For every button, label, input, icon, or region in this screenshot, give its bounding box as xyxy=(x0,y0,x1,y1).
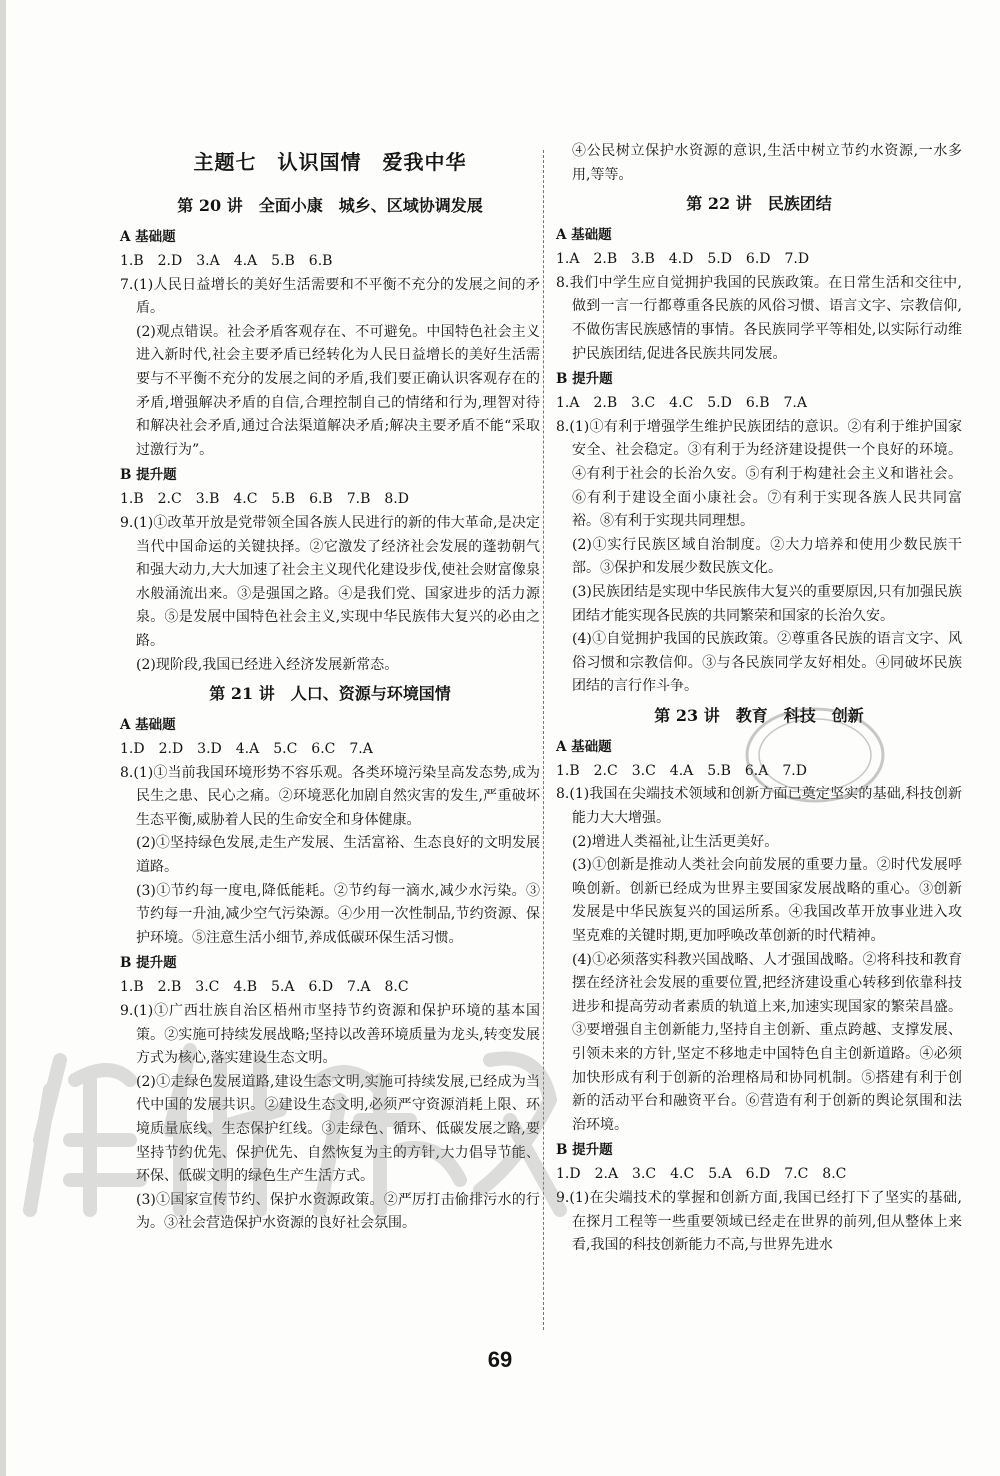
lecture-21-q9-1: 9.(1)①广西壮族自治区梧州市坚持节约资源和保护环境的基本国策。②实施可持续发展战略;坚持以改善环境质量为龙头,转变发展方式为核心,落实建设生态文明。 xyxy=(120,1003,540,1067)
lecture-22-advanced-answers: 1.A 2.B 3.C 4.C 5.D 6.B 7.A xyxy=(556,395,807,412)
lecture-21-basic-answers: 1.D 2.D 3.D 4.A 5.C 6.C 7.A xyxy=(120,741,373,758)
lecture-20-q7-1: 7.(1)人民日益增长的美好生活需要和不平衡不充分的发展之间的矛盾。 xyxy=(120,276,540,317)
lecture-23-advanced-answers: 1.D 2.A 3.C 4.C 5.A 6.D 7.C 8.C xyxy=(556,1166,847,1183)
lecture-23-q8-2: (2)增进人类福祉,让生活更美好。 xyxy=(572,833,779,850)
lecture-21-q9-2: (2)①走绿色发展道路,建设生态文明,实施可持续发展,已经成为当代中国的发展共识。②建设生态文明,必须严守资源消耗上限、环境质量底线、生态保护红线。③走绿色、循环、低碳发展之路,要坚持节约优先、保护优先、自然恢复为主的方针,大力倡导节能、环保、低碳文明的绿色生产生活方式。 xyxy=(136,1073,540,1185)
lecture-22-advanced-label: B 提升题 xyxy=(556,371,613,388)
lecture-23-q8-4: (4)①必须落实科教兴国战略、人才强国战略。②将科技和教育摆在经济社会发展的重要位置,把经济建设重心转移到依靠科技进步和提高劳动者素质的轨道上来,加速实现国家的繁荣昌盛。③要增强自主创新能力,坚持自主创新、重点跨越、支撑发展、引领未来的方针,坚定不移地走中国特色自主创新道路。④必须加快形成有利于创新的治理格局和协同机制。⑤搭建有利于创新的活动平台和融资平台。⑥营造有利于创新的舆论氛围和法治环境。 xyxy=(572,951,962,1133)
page-number: 69 xyxy=(487,1347,513,1372)
lecture-23-basic-answers: 1.B 2.C 3.C 4.A 5.B 6.A 7.D xyxy=(556,762,807,779)
lecture-21-q8-1: 8.(1)①当前我国环境形势不容乐观。各类环境污染呈高发态势,成为民生之患、民心之痛。②环境恶化加剧自然灾害的发生,严重破坏生态平衡,威胁着人民的生命安全和身体健康。 xyxy=(120,764,540,828)
lecture-20-title: 第 20 讲 全面小康 城乡、区域协调发展 xyxy=(177,196,483,215)
lecture-23-basic-label: A 基础题 xyxy=(556,738,612,755)
lecture-22-basic-label: A 基础题 xyxy=(556,227,612,244)
scan-edge xyxy=(0,0,6,1476)
lecture-21-basic-label: A 基础题 xyxy=(120,717,176,734)
lecture-20-q7-2: (2)观点错误。社会矛盾客观存在、不可避免。中国特色社会主义进入新时代,社会主要矛盾已经转化为人民日益增长的美好生活需要与不平衡不充分的发展之间的矛盾,我们要正确认识客观存在的矛盾,增强解决矛盾的自信,合理控制自己的情绪和行为,理智对待和解决社会矛盾,通过合法渠道解决矛盾;解决主要矛盾不能“采取过激行为”。 xyxy=(136,323,540,458)
lecture-21-advanced-label: B 提升题 xyxy=(120,955,177,972)
lecture-20-q9-2: (2)现阶段,我国已经进入经济发展新常态。 xyxy=(136,656,399,673)
lecture-22-q8-3: (3)民族团结是实现中华民族伟大复兴的重要原因,只有加强民族团结才能实现各民族的共同繁荣和国家的长治久安。 xyxy=(572,583,962,624)
lecture-21-advanced-answers: 1.B 2.B 3.C 4.B 5.A 6.D 7.A 8.C xyxy=(120,979,409,996)
lecture-23-q8-1: 8.(1)我国在尖端技术领域和创新方面已奠定坚实的基础,科技创新能力大大增强。 xyxy=(556,786,962,827)
lecture-21-q8-2: (2)①坚持绿色发展,走生产发展、生活富裕、生态良好的文明发展道路。 xyxy=(136,835,540,876)
left-column xyxy=(120,140,540,1236)
lecture-21-title: 第 21 讲 人口、资源与环境国情 xyxy=(209,684,451,704)
lecture-23-q8-3: (3)①创新是推动人类社会向前发展的重要力量。②时代发展呼唤创新。创新已经成为世界主要国家发展战略的重心。③创新发展是中华民族复兴的国运所系。④我国改革开放事业进入攻坚克难的关键时期,更加呼唤改革创新的时代精神。 xyxy=(572,857,962,945)
lecture-23-title: 第 23 讲 教育 科技 创新 xyxy=(654,705,864,725)
lecture-22-q8-2: (2)①实行民族区域自治制度。②大力培养和使用少数民族干部。③保护和发展少数民族文化。 xyxy=(572,536,962,577)
lecture-21-q9-3: (3)①国家宣传节约、保护水资源政策。②严厉打击偷排污水的行为。③社会营造保护水资源的良好社会氛围。 xyxy=(136,1191,540,1232)
topic-title: 主题七 认识国情 爱我中华 xyxy=(193,150,467,174)
column-divider xyxy=(543,150,544,1330)
lecture-20-basic-answers: 1.B 2.D 3.A 4.A 5.B 6.B xyxy=(120,253,333,269)
lecture-23-advanced-label: B 提升题 xyxy=(556,1142,613,1159)
lecture-20-advanced-answers: 1.B 2.C 3.B 4.C 5.B 6.B 7.B 8.D xyxy=(120,491,409,508)
lecture-22-q8-4: (4)①自觉拥护我国的民族政策。②尊重各民族的语言文字、风俗习惯和宗教信仰。③与各民族同学友好相处。④同破坏民族团结的言行作斗争。 xyxy=(572,631,962,695)
lecture-20-advanced-label: B 提升题 xyxy=(120,467,177,484)
lecture-20-q9-1: 9.(1)①改革开放是党带领全国各族人民进行的新的伟大革命,是决定当代中国命运的关键抉择。②它激发了经济社会发展的蓬勃朝气和强大动力,大大加速了社会主义现代化建设步伐,使社会财富像泉水般涌流出来。③是强国之路。④是我们党、国家进步的活力源泉。⑤是发展中国特色社会主义,实现中华民族伟大复兴的必由之路。 xyxy=(120,514,540,649)
lecture-22-q8-1: 8.(1)①有利于增强学生维护民族团结的意识。②有利于维护国家安全、社会稳定。③有利于为经济建设提供一个良好的环境。④有利于社会的长治久安。⑤有利于构建社会主义和谐社会。⑥有利于建设全面小康社会。⑦有利于实现各族人民共同富裕。⑧有利于实现共同理想。 xyxy=(556,418,962,530)
right-column xyxy=(556,140,962,1258)
lecture-21-q8-3: (3)①节约每一度电,降低能耗。②节约每一滴水,减少水污染。③节约每一升油,减少空气污染源。④少用一次性制品,节约资源、保护环境。⑤注意生活小细节,养成低碳环保生活习惯。 xyxy=(136,882,540,946)
continued-answer: ④公民树立保护水资源的意识,生活中树立节约水资源,一水多用,等等。 xyxy=(572,143,962,183)
lecture-22-basic-answers: 1.A 2.B 3.B 4.D 5.D 6.D 7.D xyxy=(556,251,810,268)
lecture-20-basic-label: A 基础题 xyxy=(120,229,176,245)
lecture-23-q9-1: 9.(1)在尖端技术的掌握和创新方面,我国已经打下了坚实的基础,在探月工程等一些重要领域已经走在世界的前列,但从整体上来看,我国的科技创新能力不高,与世界先进水 xyxy=(556,1189,962,1254)
lecture-22-q8: 8.我们中学生应自觉拥护我国的民族政策。在日常生活和交往中,做到一言一行都尊重各民族的风俗习惯、语言文字、宗教信仰,不做伤害民族感情的事情。各民族同学平等相处,以实际行动维护民族团结,促进各民族共同发展。 xyxy=(556,274,962,362)
lecture-22-title: 第 22 讲 民族团结 xyxy=(686,194,832,214)
